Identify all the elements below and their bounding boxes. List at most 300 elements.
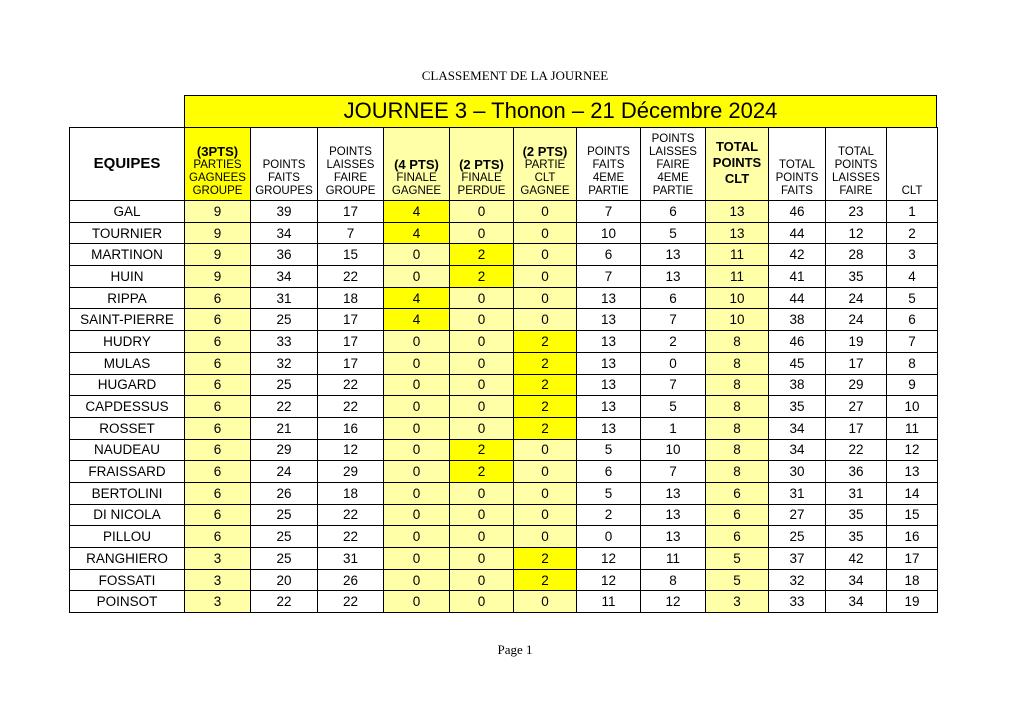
header-line: FINALE (461, 172, 502, 184)
cell-value: 7 (641, 374, 706, 396)
cell-value: 0 (450, 374, 514, 396)
header-line: TOTAL (715, 139, 759, 154)
header-line: POINTS (651, 133, 695, 145)
header-line: GROUPE (325, 185, 376, 197)
column-header (251, 128, 318, 201)
cell-value: 0 (384, 591, 450, 613)
cell-value: 13 (577, 331, 641, 353)
cell-value: 29 (318, 461, 384, 483)
cell-value: 45 (769, 352, 826, 374)
table-row (70, 461, 938, 483)
cell-value: 37 (769, 548, 826, 570)
cell-value: 2 (887, 222, 938, 244)
cell-value: 0 (384, 244, 450, 266)
page-number: Page 1 (497, 642, 533, 657)
cell-value: 16 (887, 526, 938, 548)
cell-value: 0 (384, 396, 450, 418)
table-row (70, 417, 938, 439)
header-line: LAISSES (832, 172, 880, 184)
cell-value: 15 (318, 244, 384, 266)
header-line: PARTIE (524, 159, 566, 171)
document-title: CLASSEMENT DE LA JOURNEE (421, 68, 609, 83)
cell-value: 3 (185, 569, 251, 591)
cell-value: 12 (577, 548, 641, 570)
cell-value: 17 (887, 548, 938, 570)
cell-value: 26 (251, 482, 318, 504)
cell-value: 23 (826, 201, 887, 223)
header-line: GROUPE (192, 185, 243, 197)
cell-value: 0 (384, 461, 450, 483)
team-name: NAUDEAU (70, 439, 185, 461)
cell-value: 0 (450, 201, 514, 223)
journee-banner: JOURNEE 3 – Thonon – 21 Décembre 2024 (184, 95, 937, 127)
cell-value: 22 (251, 591, 318, 613)
cell-value: 2 (450, 266, 514, 288)
cell-value: 22 (318, 526, 384, 548)
cell-value: 2 (514, 374, 577, 396)
cell-value: 27 (826, 396, 887, 418)
cell-value: 0 (384, 439, 450, 461)
team-name: HUDRY (70, 331, 185, 353)
header-line: PARTIES (193, 159, 242, 171)
cell-value: 34 (769, 417, 826, 439)
column-header (70, 128, 185, 201)
cell-value: 0 (384, 504, 450, 526)
team-name: FRAISSARD (70, 461, 185, 483)
header-line: 4EME (657, 172, 689, 184)
table-row (70, 526, 938, 548)
cell-value: 35 (826, 504, 887, 526)
cell-value: 6 (185, 482, 251, 504)
column-header (887, 128, 938, 201)
cell-value: 32 (251, 352, 318, 374)
cell-value: 25 (251, 309, 318, 331)
table-row (70, 309, 938, 331)
cell-value: 0 (384, 331, 450, 353)
header-line: GROUPES (255, 185, 313, 197)
cell-value: 2 (577, 504, 641, 526)
header-line: POINTS (262, 159, 306, 171)
points-value-label: (2 PTS) (459, 157, 504, 172)
table-row (70, 548, 938, 570)
cell-value: 22 (318, 266, 384, 288)
cell-value: 46 (769, 201, 826, 223)
cell-value: 7 (318, 222, 384, 244)
cell-value: 22 (826, 439, 887, 461)
cell-value: 6 (185, 461, 251, 483)
cell-value: 42 (769, 244, 826, 266)
cell-value: 5 (641, 396, 706, 418)
cell-value: 35 (826, 266, 887, 288)
cell-value: 8 (706, 439, 769, 461)
header-line: CLT (534, 172, 556, 184)
cell-value: 13 (641, 244, 706, 266)
cell-value: 0 (384, 374, 450, 396)
cell-value: 6 (577, 461, 641, 483)
cell-value: 27 (769, 504, 826, 526)
table-row (70, 352, 938, 374)
cell-value: 12 (318, 439, 384, 461)
cell-value: 6 (706, 504, 769, 526)
cell-value: 16 (318, 417, 384, 439)
header-line: POINTS (712, 155, 762, 170)
cell-value: 44 (769, 287, 826, 309)
cell-value: 0 (384, 417, 450, 439)
cell-value: 0 (450, 526, 514, 548)
header-line: FAIRE (839, 185, 873, 197)
table-row (70, 201, 938, 223)
cell-value: 11 (887, 417, 938, 439)
cell-value: 9 (887, 374, 938, 396)
cell-value: 0 (450, 331, 514, 353)
cell-value: 24 (826, 309, 887, 331)
header-line: POINTS (775, 172, 819, 184)
cell-value: 39 (251, 201, 318, 223)
cell-value: 38 (769, 309, 826, 331)
cell-value: 5 (577, 482, 641, 504)
cell-value: 0 (450, 569, 514, 591)
header-line: GAGNEE (391, 185, 442, 197)
header-row (70, 128, 938, 201)
points-value-label: (2 PTS) (522, 144, 568, 159)
cell-value: 13 (706, 201, 769, 223)
cell-value: 22 (318, 396, 384, 418)
cell-value: 30 (769, 461, 826, 483)
cell-value: 41 (769, 266, 826, 288)
team-name: PILLOU (70, 526, 185, 548)
cell-value: 6 (577, 244, 641, 266)
cell-value: 13 (641, 526, 706, 548)
cell-value: 6 (641, 287, 706, 309)
cell-value: 17 (318, 309, 384, 331)
cell-value: 13 (577, 309, 641, 331)
team-name: RIPPA (70, 287, 185, 309)
cell-value: 31 (318, 548, 384, 570)
cell-value: 4 (384, 201, 450, 223)
team-name: BERTOLINI (70, 482, 185, 504)
table-body (70, 201, 938, 613)
cell-value: 0 (514, 287, 577, 309)
cell-value: 36 (826, 461, 887, 483)
cell-value: 5 (887, 287, 938, 309)
cell-value: 13 (577, 417, 641, 439)
cell-value: 22 (318, 591, 384, 613)
cell-value: 28 (826, 244, 887, 266)
header-line: TOTAL (779, 159, 815, 171)
cell-value: 6 (641, 201, 706, 223)
cell-value: 6 (185, 374, 251, 396)
cell-value: 0 (450, 591, 514, 613)
column-header (706, 128, 769, 201)
cell-value: 6 (706, 482, 769, 504)
cell-value: 0 (450, 309, 514, 331)
team-name: RANGHIERO (70, 548, 185, 570)
cell-value: 8 (641, 569, 706, 591)
cell-value: 31 (769, 482, 826, 504)
cell-value: 4 (384, 222, 450, 244)
cell-value: 34 (769, 439, 826, 461)
cell-value: 36 (251, 244, 318, 266)
ranking-table (69, 127, 938, 613)
cell-value: 18 (318, 287, 384, 309)
table-row (70, 482, 938, 504)
column-header (384, 128, 450, 201)
cell-value: 6 (185, 439, 251, 461)
cell-value: 5 (577, 439, 641, 461)
cell-value: 34 (251, 222, 318, 244)
cell-value: 7 (577, 201, 641, 223)
cell-value: 44 (769, 222, 826, 244)
cell-value: 31 (251, 287, 318, 309)
points-value-label: (4 PTS) (394, 157, 439, 172)
cell-value: 17 (318, 331, 384, 353)
cell-value: 13 (641, 266, 706, 288)
cell-value: 22 (318, 504, 384, 526)
team-name: MULAS (70, 352, 185, 374)
cell-value: 29 (251, 439, 318, 461)
cell-value: 22 (251, 396, 318, 418)
cell-value: 7 (577, 266, 641, 288)
cell-value: 12 (641, 591, 706, 613)
header-line: PARTIE (588, 185, 629, 197)
header-line: PARTIE (652, 185, 694, 197)
cell-value: 2 (514, 569, 577, 591)
cell-value: 2 (450, 439, 514, 461)
cell-value: 0 (450, 504, 514, 526)
column-header (641, 128, 706, 201)
header-line: CLT (901, 185, 923, 197)
cell-value: 13 (577, 396, 641, 418)
cell-value: 5 (706, 548, 769, 570)
cell-value: 4 (384, 287, 450, 309)
cell-value: 0 (514, 201, 577, 223)
cell-value: 2 (450, 244, 514, 266)
cell-value: 2 (514, 396, 577, 418)
cell-value: 13 (577, 374, 641, 396)
cell-value: 0 (514, 244, 577, 266)
cell-value: 34 (251, 266, 318, 288)
cell-value: 0 (450, 482, 514, 504)
cell-value: 0 (514, 439, 577, 461)
header-line: LAISSES (326, 159, 375, 171)
table-row (70, 374, 938, 396)
cell-value: 13 (641, 504, 706, 526)
team-name: GAL (70, 201, 185, 223)
points-value-label: (3PTS) (196, 144, 239, 159)
cell-value: 13 (641, 482, 706, 504)
team-name: FOSSATI (70, 569, 185, 591)
cell-value: 0 (384, 548, 450, 570)
cell-value: 9 (185, 266, 251, 288)
header-line: EQUIPES (93, 154, 161, 172)
header-line: FINALE (396, 172, 437, 184)
cell-value: 2 (514, 548, 577, 570)
cell-value: 22 (318, 374, 384, 396)
cell-value: 21 (251, 417, 318, 439)
cell-value: 0 (514, 309, 577, 331)
cell-value: 25 (251, 526, 318, 548)
cell-value: 25 (769, 526, 826, 548)
cell-value: 20 (251, 569, 318, 591)
header-line: GAGNEES (189, 172, 246, 184)
header-line: FAIRE (656, 159, 690, 171)
cell-value: 1 (887, 201, 938, 223)
cell-value: 2 (514, 352, 577, 374)
cell-value: 24 (251, 461, 318, 483)
column-header (769, 128, 826, 201)
cell-value: 6 (185, 396, 251, 418)
cell-value: 17 (318, 352, 384, 374)
cell-value: 19 (826, 331, 887, 353)
team-name: MARTINON (70, 244, 185, 266)
cell-value: 17 (318, 201, 384, 223)
header-line: GAGNEE (520, 185, 570, 197)
cell-value: 0 (514, 504, 577, 526)
cell-value: 4 (384, 309, 450, 331)
cell-value: 5 (641, 222, 706, 244)
cell-value: 34 (826, 591, 887, 613)
team-name: HUGARD (70, 374, 185, 396)
header-line: POINTS (834, 159, 878, 171)
cell-value: 0 (514, 222, 577, 244)
cell-value: 14 (887, 482, 938, 504)
header-line: POINTS (587, 146, 630, 158)
cell-value: 26 (318, 569, 384, 591)
cell-value: 9 (185, 244, 251, 266)
cell-value: 6 (185, 331, 251, 353)
cell-value: 5 (706, 569, 769, 591)
cell-value: 35 (826, 526, 887, 548)
cell-value: 4 (887, 266, 938, 288)
cell-value: 18 (887, 569, 938, 591)
cell-value: 6 (185, 352, 251, 374)
cell-value: 13 (577, 287, 641, 309)
cell-value: 0 (384, 569, 450, 591)
cell-value: 42 (826, 548, 887, 570)
cell-value: 0 (384, 266, 450, 288)
cell-value: 2 (514, 417, 577, 439)
team-name: TOURNIER (70, 222, 185, 244)
table-row (70, 504, 938, 526)
cell-value: 29 (826, 374, 887, 396)
cell-value: 10 (706, 287, 769, 309)
cell-value: 13 (706, 222, 769, 244)
cell-value: 0 (450, 352, 514, 374)
team-name: POINSOT (70, 591, 185, 613)
cell-value: 31 (826, 482, 887, 504)
cell-value: 11 (706, 266, 769, 288)
cell-value: 9 (185, 222, 251, 244)
cell-value: 2 (514, 331, 577, 353)
cell-value: 0 (450, 396, 514, 418)
cell-value: 8 (706, 461, 769, 483)
cell-value: 6 (185, 309, 251, 331)
cell-value: 0 (450, 548, 514, 570)
cell-value: 11 (706, 244, 769, 266)
cell-value: 8 (706, 374, 769, 396)
cell-value: 7 (641, 309, 706, 331)
cell-value: 6 (185, 504, 251, 526)
cell-value: 0 (514, 591, 577, 613)
cell-value: 35 (769, 396, 826, 418)
cell-value: 34 (826, 569, 887, 591)
cell-value: 11 (641, 548, 706, 570)
cell-value: 25 (251, 374, 318, 396)
cell-value: 38 (769, 374, 826, 396)
cell-value: 24 (826, 287, 887, 309)
cell-value: 12 (826, 222, 887, 244)
table-row (70, 439, 938, 461)
cell-value: 0 (384, 526, 450, 548)
header-line: POINTS (329, 146, 372, 158)
table-row (70, 331, 938, 353)
cell-value: 8 (706, 396, 769, 418)
cell-value: 0 (450, 287, 514, 309)
table-row (70, 222, 938, 244)
cell-value: 3 (706, 591, 769, 613)
column-header (318, 128, 384, 201)
table-row (70, 244, 938, 266)
cell-value: 6 (887, 309, 938, 331)
cell-value: 3 (185, 591, 251, 613)
cell-value: 0 (641, 352, 706, 374)
cell-value: 8 (887, 352, 938, 374)
team-name: ROSSET (70, 417, 185, 439)
cell-value: 1 (641, 417, 706, 439)
cell-value: 25 (251, 548, 318, 570)
team-name: SAINT-PIERRE (70, 309, 185, 331)
cell-value: 2 (641, 331, 706, 353)
cell-value: 6 (706, 526, 769, 548)
cell-value: 6 (185, 287, 251, 309)
cell-value: 12 (577, 569, 641, 591)
cell-value: 0 (577, 526, 641, 548)
cell-value: 12 (887, 439, 938, 461)
header-line: FAIRE (333, 172, 368, 184)
table-row (70, 396, 938, 418)
cell-value: 10 (887, 396, 938, 418)
cell-value: 13 (887, 461, 938, 483)
cell-value: 33 (769, 591, 826, 613)
header-line: CLT (724, 171, 750, 186)
team-name: CAPDESSUS (70, 396, 185, 418)
cell-value: 8 (706, 352, 769, 374)
table-row (70, 266, 938, 288)
header-line: FAITS (268, 172, 300, 184)
cell-value: 0 (384, 352, 450, 374)
cell-value: 0 (450, 222, 514, 244)
cell-value: 17 (826, 352, 887, 374)
cell-value: 17 (826, 417, 887, 439)
table-row (70, 591, 938, 613)
table-row (70, 287, 938, 309)
cell-value: 3 (185, 548, 251, 570)
cell-value: 3 (887, 244, 938, 266)
header-line: FAITS (781, 185, 813, 197)
cell-value: 10 (641, 439, 706, 461)
cell-value: 6 (185, 417, 251, 439)
team-name: DI NICOLA (70, 504, 185, 526)
cell-value: 18 (318, 482, 384, 504)
cell-value: 8 (706, 417, 769, 439)
cell-value: 32 (769, 569, 826, 591)
cell-value: 0 (514, 482, 577, 504)
cell-value: 7 (641, 461, 706, 483)
cell-value: 10 (706, 309, 769, 331)
cell-value: 9 (185, 201, 251, 223)
cell-value: 19 (887, 591, 938, 613)
cell-value: 6 (185, 526, 251, 548)
